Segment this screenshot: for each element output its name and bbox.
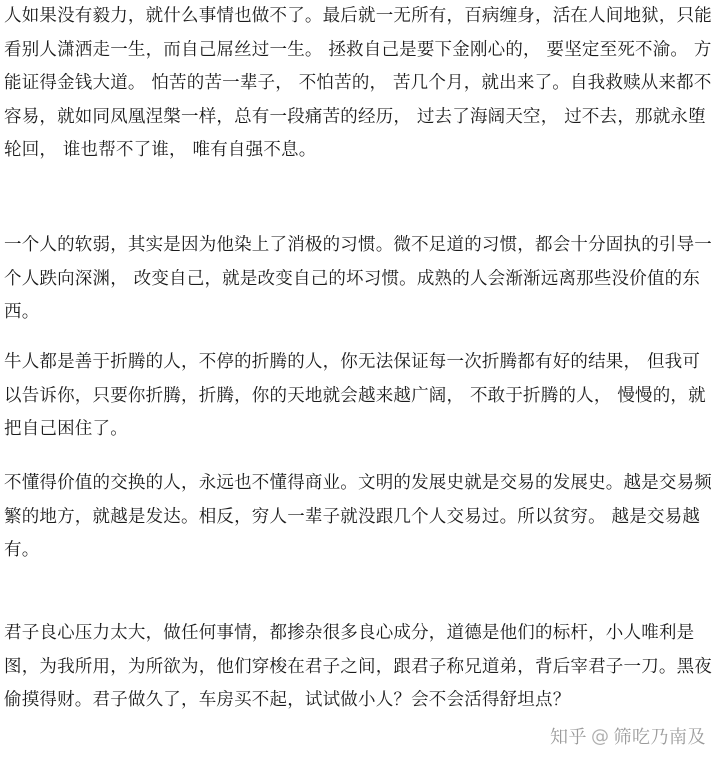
watermark-author: 筛吃乃南及 xyxy=(613,727,706,748)
watermark-separator: @ xyxy=(591,725,610,747)
watermark-site: 知乎 xyxy=(550,727,587,748)
paragraph-1: 人如果没有毅力，就什么事情也做不了。最后就一无所有，百病缠身，活在人间地狱，只能看别人潇洒走一生，而自己屌丝过一生。 拯救自己是要下金刚心的， 要坚定至死不渝。 方能证得金钱大道。 怕苦的苦一辈子， 不怕苦的， 苦几个月，就出来了。自我救赎从来都不容易，就如同凤凰涅槃一样，总有一段痛苦的经历， 过去了海阔天空， 过不去，那就永堕轮回， 谁也帮不了谁， 唯有自强不息。 xyxy=(4,6,712,160)
paragraph-5: 君子良心压力太大，做任何事情，都掺杂很多良心成分，道德是他们的标杆，小人唯利是图，为我所用，为所欲为，他们穿梭在君子之间，跟君子称兄道弟，背后宰君子一刀。黑夜偷摸得财。君子做久了，车房买不起，试试做小人？会不会活得舒坦点？ xyxy=(4,623,712,710)
zhihu-watermark xyxy=(550,723,706,749)
paragraph-4: 不懂得价值的交换的人，永远也不懂得商业。文明的发展史就是交易的发展史。越是交易频繁的地方，就越是发达。相反，穷人一辈子就没跟几个人交易过。所以贫穷。 越是交易越有。 xyxy=(4,473,712,560)
paragraph-2: 一个人的软弱，其实是因为他染上了消极的习惯。微不足道的习惯，都会十分固执的引导一个人跌向深渊， 改变自己，就是改变自己的坏习惯。成熟的人会渐渐远离那些没价值的东西。 xyxy=(4,235,712,322)
paragraph-3: 牛人都是善于折腾的人，不停的折腾的人，你无法保证每一次折腾都有好的结果， 但我可以告诉你，只要你折腾，折腾，你的天地就会越来越广阔， 不敢于折腾的人， 慢慢的，就把自己困住了。 xyxy=(4,352,706,439)
